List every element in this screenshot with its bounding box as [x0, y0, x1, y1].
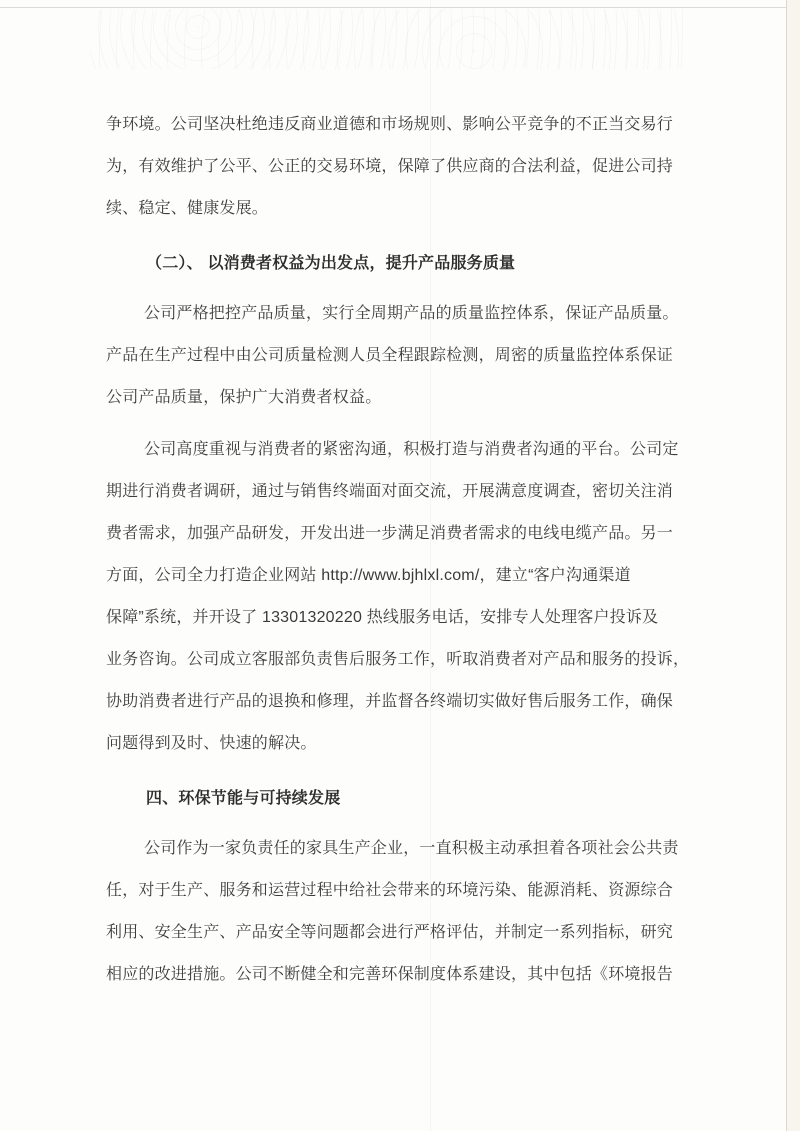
text-line: 任，对于生产、服务和运营过程中给社会带来的环境污染、能源消耗、资源综合	[106, 882, 674, 899]
text-line: 公司高度重视与消费者的紧密沟通，积极打造与消费者沟通的平台。公司定	[144, 441, 679, 458]
paragraph-social-responsibility	[106, 828, 679, 996]
text-line: 公司严格把控产品质量，实行全周期产品的质量监控体系，保证产品质量。	[144, 305, 679, 322]
text-line: 相应的改进措施。公司不断健全和完善环保制度体系建设，其中包括《环境报告	[106, 966, 674, 983]
paragraph-consumer-communication	[106, 429, 690, 765]
heading-environmental-sustainability: 四、环保节能与可持续发展	[146, 790, 341, 807]
text-line: 业务咨询。公司成立客服部负责售后服务工作，听取消费者对产品和服务的投诉，	[106, 651, 690, 668]
text-line: 期进行消费者调研，通过与销售终端面对面交流，开展满意度调查，密切关注消	[106, 483, 674, 500]
scan-top-edge-line	[0, 7, 797, 8]
text-line: 公司产品质量，保护广大消费者权益。	[106, 389, 382, 406]
text-line: 问题得到及时、快速的解决。	[106, 735, 317, 752]
scan-right-edge-line	[786, 0, 787, 1131]
paragraph-product-quality	[106, 293, 679, 419]
text-line: 协助消费者进行产品的退换和修理，并监督各终端切实做好售后服务工作，确保	[106, 693, 674, 710]
heading-consumer-rights: （二）、 以消费者权益为出发点，提升产品服务质量	[146, 255, 516, 272]
scan-noise-texture	[90, 9, 690, 69]
paragraph-fair-trade	[106, 104, 674, 230]
text-line: 公司作为一家负责任的家具生产企业，一直积极主动承担着各项社会公共责	[144, 840, 679, 857]
document-body	[106, 104, 690, 996]
scan-right-edge-strip	[787, 0, 800, 1131]
text-line: 为，有效维护了公平、公正的交易环境，保障了供应商的合法利益，促进公司持	[106, 158, 674, 175]
text-line: 利用、安全生产、产品安全等问题都会进行严格评估，并制定一系列指标，研究	[106, 924, 674, 941]
text-line-with-url: 方面，公司全力打造企业网站 http://www.bjhlxl.com/，建立“客户沟通渠道	[106, 567, 631, 584]
text-line-with-hotline: 保障”系统，并开设了 13301320220 热线服务电话，安排专人处理客户投诉及	[106, 609, 659, 626]
text-line: 产品在生产过程中由公司质量检测人员全程跟踪检测，周密的质量监控体系保证	[106, 347, 674, 364]
text-line: 费者需求，加强产品研发，开发出进一步满足消费者需求的电线电缆产品。另一	[106, 525, 674, 542]
text-line: 争环境。公司坚决杜绝违反商业道德和市场规则、影响公平竞争的不正当交易行	[106, 116, 674, 133]
text-line: 续、稳定、健康发展。	[106, 200, 269, 217]
